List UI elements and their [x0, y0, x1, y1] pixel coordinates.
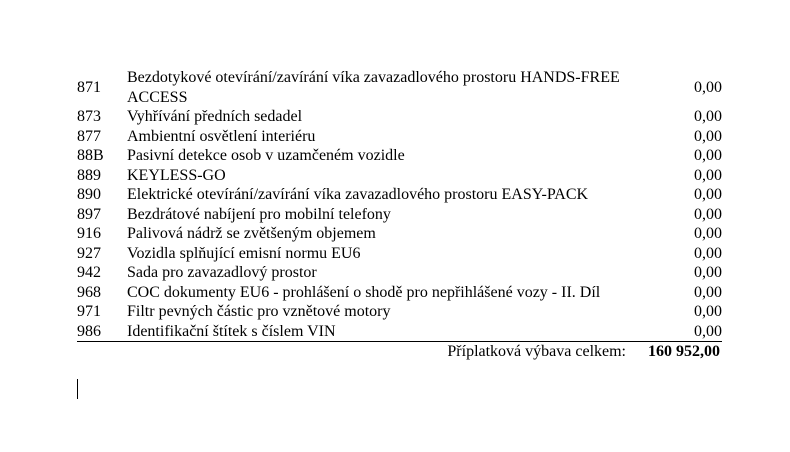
item-code: 877	[77, 127, 101, 145]
item-price: 0,00	[624, 322, 722, 342]
table-row	[77, 322, 722, 342]
table-row	[77, 146, 722, 166]
equipment-table	[77, 68, 722, 342]
table-row	[77, 302, 722, 322]
item-description: Identifikační štítek s číslem VIN	[127, 322, 624, 342]
item-price: 0,00	[694, 127, 722, 145]
item-price: 0,00	[694, 186, 722, 203]
table-row	[77, 68, 722, 107]
item-code: 890	[77, 186, 101, 203]
item-code: 971	[77, 303, 101, 320]
item-price: 0,00	[694, 303, 722, 320]
total-row	[77, 342, 722, 362]
table-row	[77, 244, 722, 264]
table-row	[77, 283, 722, 303]
item-description: COC dokumenty EU6 - prohlášení o shodě pro nepřihlášené vozy - II. Díl	[127, 283, 601, 301]
item-description: Vozidla splňující emisní normu EU6	[127, 244, 361, 262]
table-row	[77, 127, 722, 147]
item-price: 0,00	[694, 78, 722, 96]
item-code: 968	[77, 283, 101, 301]
text-cursor[interactable]	[77, 379, 78, 399]
item-description: Bezdrátové nabíjení pro mobilní telefony	[127, 205, 391, 223]
item-code: 986	[77, 322, 127, 342]
table-row	[77, 205, 722, 225]
item-code: 927	[77, 244, 101, 262]
total-value: 160 952,00	[648, 343, 720, 360]
item-price: 0,00	[694, 264, 722, 281]
item-description: Pasivní detekce osob v uzamčeném vozidle	[127, 147, 405, 164]
item-description: Vyhřívání předních sedadel	[127, 108, 303, 125]
table-row	[77, 107, 722, 127]
table-row	[77, 185, 722, 205]
item-description: Palivová nádrž se zvětšeným objemem	[127, 225, 376, 242]
item-code: 916	[77, 225, 101, 242]
item-price: 0,00	[694, 108, 722, 125]
document-body	[77, 68, 722, 362]
item-description: Bezdotykové otevírání/zavírání víka zavazadlového prostoru HANDS-FREE ACCESS	[127, 69, 620, 106]
item-description: Ambientní osvětlení interiéru	[127, 127, 316, 145]
item-description: Sada pro zavazadlový prostor	[127, 264, 317, 281]
item-price: 0,00	[694, 244, 722, 262]
item-code: 88B	[77, 147, 104, 164]
item-description: Elektrické otevírání/zavírání víka zavazadlového prostoru EASY-PACK	[127, 186, 589, 203]
item-price: 0,00	[694, 147, 722, 164]
item-price: 0,00	[694, 225, 722, 242]
table-row	[77, 263, 722, 283]
item-price: 0,00	[694, 166, 722, 184]
equipment-table-body	[77, 68, 722, 342]
item-code: 873	[77, 108, 101, 125]
item-code: 897	[77, 205, 101, 223]
item-price: 0,00	[694, 205, 722, 223]
table-row	[77, 224, 722, 244]
item-description: KEYLESS-GO	[127, 166, 226, 184]
item-price: 0,00	[694, 283, 722, 301]
item-code: 871	[77, 78, 101, 96]
item-code: 889	[77, 166, 101, 184]
item-code: 942	[77, 264, 101, 281]
total-label: Příplatková výbava celkem:	[447, 343, 626, 360]
item-description: Filtr pevných částic pro vznětové motory	[127, 303, 391, 320]
table-row	[77, 166, 722, 186]
